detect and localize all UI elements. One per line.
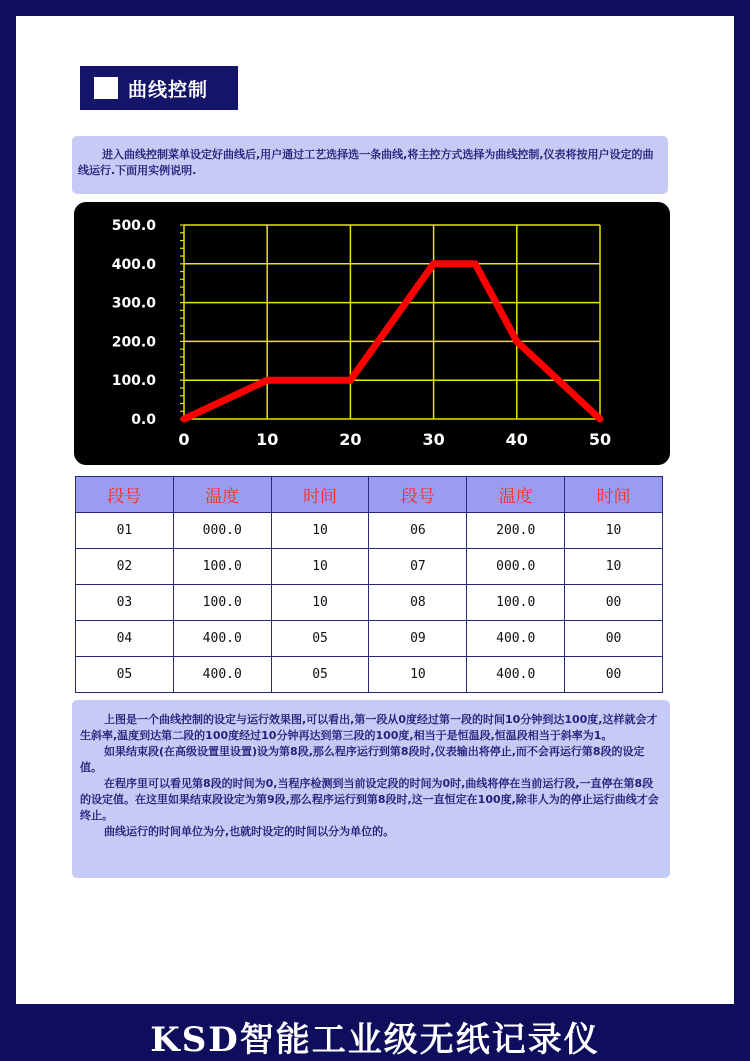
table-cell: 10 bbox=[271, 513, 369, 549]
y-tick-label: 300.0 bbox=[112, 296, 157, 312]
intro-box bbox=[72, 136, 668, 194]
table-cell: 400.0 bbox=[467, 621, 565, 657]
table-cell: 05 bbox=[76, 657, 174, 693]
note-paragraph: 上图是一个曲线控制的设定与运行效果图,可以看出,第一段从0度经过第一段的时间10分钟到达100度,这样就会才生斜率,温度到达第二段的100度经过10分钟再达到第三段的100度,相当于是恒温段,恒温段相当于斜率为1。 bbox=[80, 712, 662, 744]
table-cell: 08 bbox=[369, 585, 467, 621]
table-cell: 05 bbox=[271, 657, 369, 693]
y-tick-label: 400.0 bbox=[112, 257, 157, 273]
table-cell: 000.0 bbox=[467, 549, 565, 585]
header-temperature: 温度 bbox=[173, 477, 271, 513]
note-box bbox=[72, 700, 670, 878]
table-cell: 00 bbox=[565, 621, 663, 657]
table-cell: 01 bbox=[76, 513, 174, 549]
table-cell: 200.0 bbox=[467, 513, 565, 549]
x-tick-label: 50 bbox=[589, 430, 611, 449]
footer-brand: KSD智能工业级无纸记录仪 bbox=[0, 1012, 750, 1060]
table-cell: 10 bbox=[369, 657, 467, 693]
y-tick-label: 200.0 bbox=[112, 334, 157, 350]
x-tick-label: 20 bbox=[339, 430, 361, 449]
x-tick-label: 40 bbox=[506, 430, 528, 449]
header-time: 时间 bbox=[565, 477, 663, 513]
header-segment: 段号 bbox=[76, 477, 174, 513]
note-paragraph: 在程序里可以看见第8段的时间为0,当程序检测到当前设定段的时间为0时,曲线将停在当前运行段,一直停在第8段的设定值。在这里如果结束段设定为第9段,那么程序运行到第8段时,这一直恒定在100度,除非人为的停止运行曲线才会终止。 bbox=[80, 776, 662, 824]
table-cell: 04 bbox=[76, 621, 174, 657]
table-cell: 00 bbox=[565, 585, 663, 621]
page bbox=[16, 16, 734, 1004]
table-cell: 03 bbox=[76, 585, 174, 621]
table-row bbox=[76, 513, 663, 549]
table-cell: 10 bbox=[565, 549, 663, 585]
header-segment: 段号 bbox=[369, 477, 467, 513]
table-cell: 100.0 bbox=[173, 549, 271, 585]
table-cell: 07 bbox=[369, 549, 467, 585]
table-cell: 000.0 bbox=[173, 513, 271, 549]
curve-chart bbox=[74, 202, 670, 465]
table-cell: 09 bbox=[369, 621, 467, 657]
intro-text: 进入曲线控制菜单设定好曲线后,用户通过工艺选择选一条曲线,将主控方式选择为曲线控制,仪表将按用户设定的曲线运行.下面用实例说明. bbox=[78, 147, 662, 179]
table-cell: 10 bbox=[565, 513, 663, 549]
table-cell: 02 bbox=[76, 549, 174, 585]
table-row bbox=[76, 549, 663, 585]
y-tick-label: 500.0 bbox=[112, 218, 157, 234]
header-time: 时间 bbox=[271, 477, 369, 513]
table-cell: 00 bbox=[565, 657, 663, 693]
section-title: 曲线控制 bbox=[128, 75, 208, 102]
y-tick-label: 100.0 bbox=[112, 373, 157, 389]
table-header-row bbox=[76, 477, 663, 513]
table-cell: 100.0 bbox=[467, 585, 565, 621]
square-icon bbox=[94, 77, 118, 99]
table-body bbox=[76, 513, 663, 693]
note-paragraph: 曲线运行的时间单位为分,也就时设定的时间以分为单位的。 bbox=[80, 824, 662, 840]
table-cell: 10 bbox=[271, 585, 369, 621]
table-cell: 06 bbox=[369, 513, 467, 549]
section-header bbox=[80, 66, 238, 110]
x-tick-label: 0 bbox=[178, 430, 189, 449]
table-row bbox=[76, 657, 663, 693]
table-row bbox=[76, 585, 663, 621]
table-cell: 05 bbox=[271, 621, 369, 657]
note-paragraph: 如果结束段(在高级设置里设置)设为第8段,那么程序运行到第8段时,仪表输出将停止,而不会再运行第8段的设定值。 bbox=[80, 744, 662, 776]
chart-panel bbox=[74, 202, 670, 465]
x-tick-label: 10 bbox=[256, 430, 278, 449]
x-tick-label: 30 bbox=[422, 430, 444, 449]
segment-table bbox=[75, 476, 663, 693]
table-cell: 10 bbox=[271, 549, 369, 585]
table-row bbox=[76, 621, 663, 657]
y-tick-label: 0.0 bbox=[131, 412, 156, 428]
table-cell: 400.0 bbox=[173, 621, 271, 657]
header-temperature: 温度 bbox=[467, 477, 565, 513]
table-cell: 400.0 bbox=[467, 657, 565, 693]
table-cell: 400.0 bbox=[173, 657, 271, 693]
table-cell: 100.0 bbox=[173, 585, 271, 621]
